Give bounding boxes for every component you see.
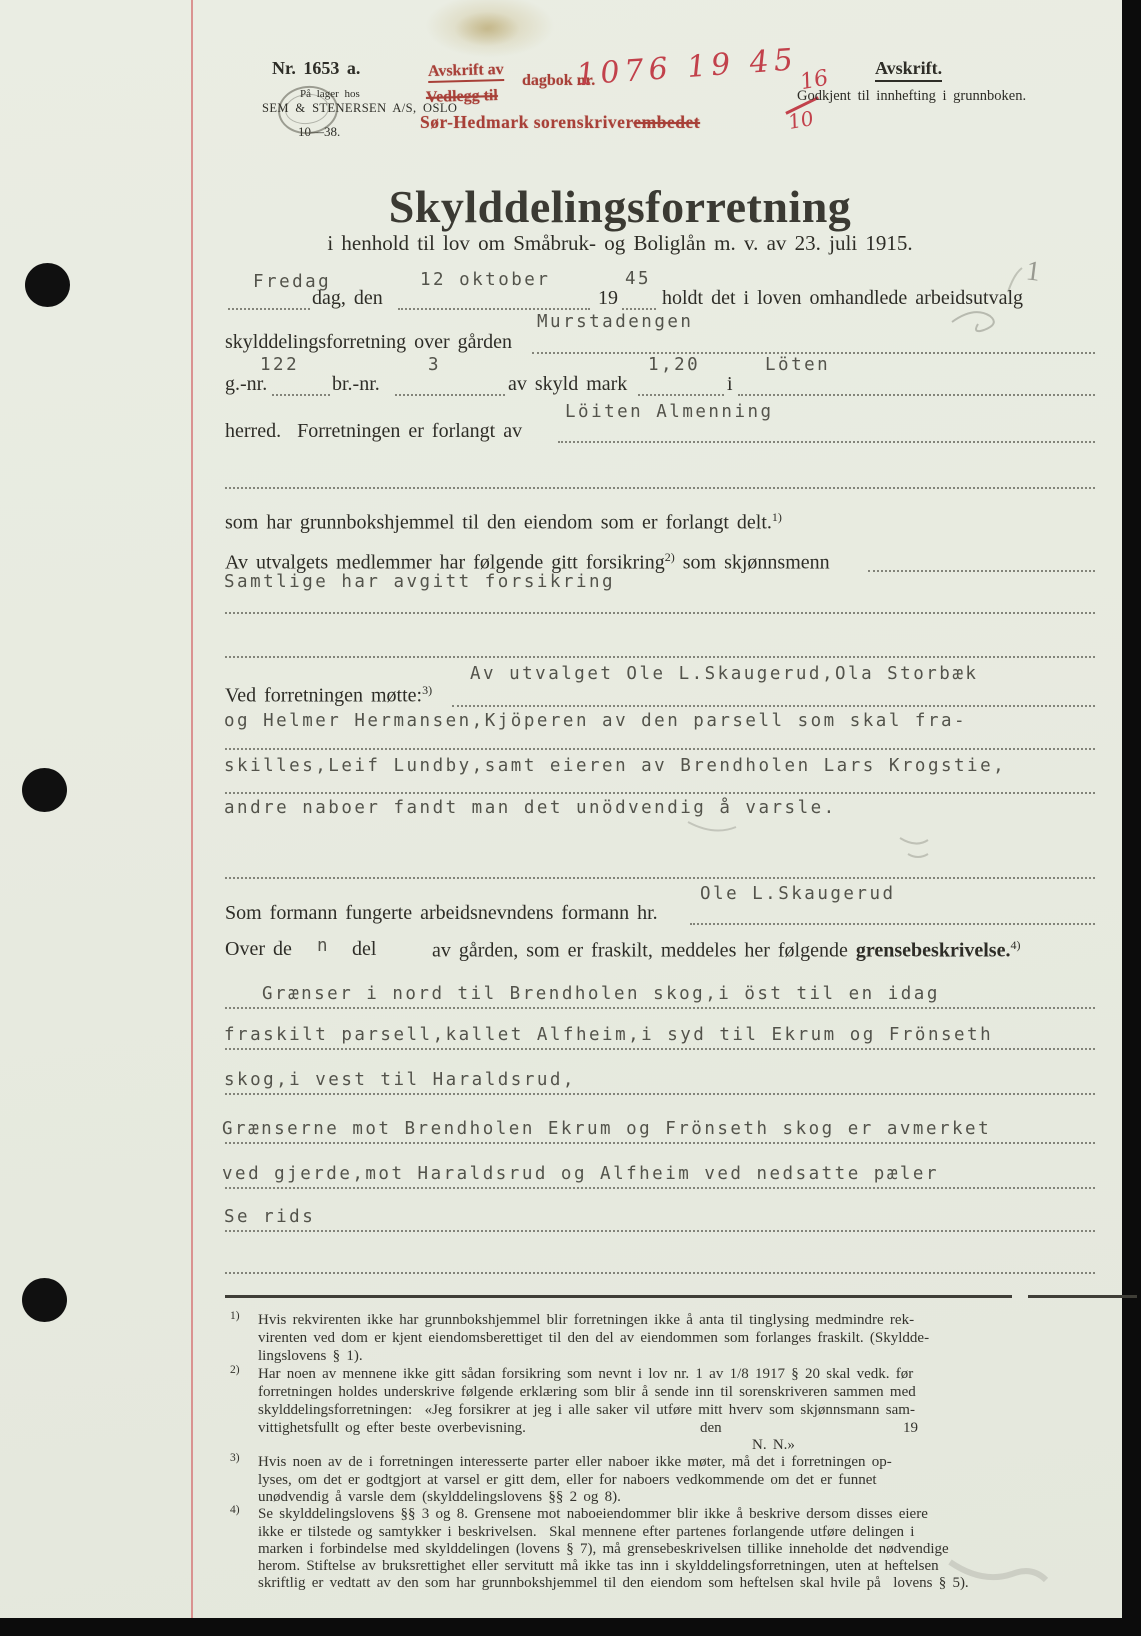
- dotted-line: [225, 748, 1095, 750]
- footnote-2-line-2: forretningen holdes underskrive følgende erklæring som blir å sende inn til sorenskriveren sammen med: [258, 1384, 916, 1400]
- scan-edge-right: [1122, 0, 1141, 1636]
- typed-farm-name: Murstadengen: [537, 312, 694, 332]
- scan-edge-bottom: [0, 1618, 1141, 1636]
- stamp-office-name: [420, 112, 700, 133]
- forsikring-text: [225, 550, 830, 575]
- footnote-2-line-1: Har noen av mennene ikke gitt sådan forsikring som nevnt i lov nr. 1 av 1/8 1917 § 20 skal vedk. før: [258, 1366, 914, 1382]
- copy-title: Avskrift.: [875, 58, 942, 82]
- document-title: Skylddelingsforretning: [388, 181, 852, 232]
- dotted-line: [225, 1007, 1095, 1009]
- dotted-line: [558, 441, 1095, 443]
- date-line-prefix: dag, den: [312, 287, 383, 309]
- typed-boundary-4: Grænserne mot Brendholen Ekrum og Frönseth skog er avmerket: [222, 1119, 992, 1139]
- footnote-ref-2: 2): [664, 550, 675, 564]
- footnote-3-line-1: Hvis noen av de i forretningen interesserte parter eller naboer ikke møter, må det i forretningen op-: [258, 1454, 892, 1470]
- footnote-4-line-1: Se skylddelingslovens §§ 3 og 8. Grensene mot naboeiendommer blir ikke å beskrive dersom disses eiere: [258, 1506, 928, 1522]
- forsikring-text-a: Av utvalgets medlemmer har følgende gitt forsikring: [225, 551, 665, 574]
- footnote-3-marker: 3): [230, 1452, 240, 1464]
- stamp-office-name-struck: embedet: [633, 112, 701, 132]
- farm-line-label: skylddelingsforretning over gården: [225, 331, 513, 353]
- footnote-2-marker: 2): [230, 1364, 240, 1376]
- printer-date-code: 10—38.: [298, 124, 341, 139]
- stamp-dagbok-label: dagbok nr.: [522, 72, 596, 89]
- dotted-line: [398, 308, 590, 310]
- stamp-avskrift-av: Avskrift av: [428, 61, 504, 83]
- footnote-2-den-label: den: [700, 1420, 722, 1436]
- dotted-line: [690, 923, 1095, 925]
- requisitioner-label: herred. Forretningen er forlangt av: [225, 420, 523, 442]
- footnote-4-line-3: marken i forbindelse med skylddelingen (lovens § 7), må grensebeskrivelsen tillike inneholde det nødvendige: [258, 1541, 949, 1557]
- dotted-line: [228, 308, 310, 310]
- forsikring-text-b: som skjønnsmenn: [674, 551, 830, 574]
- footnote-ref-4: 4): [1010, 938, 1021, 952]
- paper-stain-dark: [455, 12, 519, 46]
- typed-skyld-mark: 1,20: [648, 355, 701, 375]
- dotted-line: [225, 487, 1095, 489]
- printer-name-line: SEM & STENERSEN A/S, OSLO: [262, 101, 458, 115]
- skyld-label: av skyld mark: [508, 373, 628, 395]
- typed-date: 12 oktober: [420, 270, 551, 290]
- punch-hole-bottom: [22, 1278, 67, 1322]
- footnote-4-marker: 4): [230, 1504, 240, 1516]
- boundary-intro-c-text: av gården, som er fraskilt, meddeles her følgende: [432, 939, 848, 962]
- hjemmel-text: [225, 510, 782, 535]
- punch-hole-middle: [22, 768, 67, 812]
- printer-stock-line: På lager hos: [300, 88, 360, 100]
- footnote-2-line-3: skylddelingsforretningen: «Jeg forsikrer at jeg i alle saker vil utføre mitt hverv som skjønnsmann sam-: [258, 1402, 915, 1418]
- dotted-line: [452, 705, 1095, 707]
- document-subtitle: i henhold til lov om Småbruk- og Boliglån m. v. av 23. juli 1915.: [327, 231, 913, 255]
- dotted-line: [272, 394, 330, 396]
- typed-attendees-2: og Helmer Hermansen,Kjöperen av den parsell som skal fra-: [224, 711, 968, 731]
- typed-year: 45: [625, 269, 652, 289]
- handwritten-journal-number: 1076 19 45: [574, 42, 800, 93]
- dotted-line: [225, 1093, 1095, 1095]
- typed-attendees-1: Av utvalget Ole L.Skaugerud,Ola Storbæk: [470, 664, 979, 684]
- footnote-3-line-2: lyses, om det er godtgjort at varsel er gitt dem, eller for naboers vedkommende om det er funnet: [258, 1472, 877, 1488]
- attendees-label-text: Ved forretningen møtte:: [225, 684, 423, 707]
- dotted-line: [225, 1142, 1095, 1144]
- dotted-line: [868, 570, 1095, 572]
- footnote-1-marker: 1): [230, 1310, 240, 1322]
- gnr-label: g.-nr.: [225, 373, 268, 395]
- typed-boundary-1: Grænser i nord til Brendholen skog,i öst til en idag: [262, 984, 940, 1004]
- brnr-label: br.-nr.: [332, 373, 380, 395]
- date-line-suffix: holdt det i loven omhandlede arbeidsutvalg: [662, 287, 1024, 309]
- typed-gnr: 122: [260, 355, 300, 375]
- boundary-intro-b: del: [352, 938, 377, 960]
- footnote-1-line-1: Hvis rekvirenten ikke har grunnbokshjemmel blir forretningen ikke å anta til tinglysing medmindre rek-: [258, 1312, 915, 1328]
- stamp-office-name-text: Sør-Hedmark sorenskriver: [420, 112, 634, 132]
- form-number: Nr. 1653 a.: [272, 58, 361, 78]
- typed-district: Löten: [765, 355, 831, 375]
- footnote-ref-3: 3): [422, 683, 433, 697]
- boundary-intro-c: [432, 938, 1020, 963]
- margin-rule: [191, 0, 193, 1618]
- footnote-2-line-4: vittighetsfullt og efter beste overbevisning.: [258, 1420, 526, 1436]
- handwritten-date-fraction-denominator: 10: [787, 105, 814, 135]
- year-prefix: 19: [598, 287, 618, 309]
- stamp-vedlegg-til: Vedlegg til: [425, 87, 499, 106]
- boundary-intro-a: Over de: [225, 938, 292, 960]
- attendees-label: [225, 683, 432, 708]
- typed-attendees-3: skilles,Leif Lundby,samt eieren av Brendholen Lars Krogstie,: [224, 756, 1007, 776]
- typed-boundary-2: fraskilt parsell,kallet Alfheim,i syd til Ekrum og Frönseth: [224, 1025, 994, 1045]
- footnote-4-line-4: herom. Stiftelse av bruksrettighet eller servitutt må ikke tas inn i skylddelingsforretningen, uten at heftelsen: [258, 1558, 939, 1574]
- dotted-line: [225, 1187, 1095, 1189]
- dotted-line: [395, 394, 505, 396]
- punch-hole-top: [25, 263, 70, 307]
- hjemmel-text-body: som har grunnbokshjemmel til den eiendom som er forlangt delt.: [225, 511, 772, 534]
- dotted-line: [738, 394, 1095, 396]
- footnote-2-year-label: 19: [903, 1420, 918, 1436]
- boundary-intro-bold: grensebeskrivelse.: [855, 939, 1011, 962]
- footnote-separator-long: [225, 1295, 1012, 1298]
- typed-brnr: 3: [428, 355, 442, 375]
- footnote-4-line-2: ikke er tilstede og samtykker i beskrivelsen. Skal mennene efter partenes forlangende utføre delingen i: [258, 1524, 915, 1540]
- footnote-4-line-5: skriftlig er vedtatt av den som har grunnbokshjemmel til den eiendom som heftelsen skal hvile på lovens § 5).: [258, 1575, 969, 1591]
- dotted-line: [225, 1272, 1095, 1274]
- copy-subtitle: Godkjent til innhefting i grunnboken.: [797, 88, 1027, 104]
- dotted-line: [638, 394, 724, 396]
- footnote-1-line-2: virenten ved dom er kjent eiendomsberettiget til den del av eiendommen som forlanges fraskilt. (Skyldde-: [258, 1330, 930, 1346]
- dotted-line: [225, 656, 1095, 658]
- dotted-line: [225, 877, 1095, 879]
- chairman-label: Som formann fungerte arbeidsnevndens formann hr.: [225, 902, 658, 924]
- typed-boundary-3: skog,i vest til Haraldsrud,: [224, 1070, 576, 1090]
- typed-boundary-5: ved gjerde,mot Haraldsrud og Alfheim ved nedsatte pæler: [222, 1164, 939, 1184]
- typed-n: n: [317, 936, 331, 956]
- dotted-line: [225, 1230, 1095, 1232]
- dotted-line: [622, 308, 656, 310]
- dotted-line: [225, 612, 1095, 614]
- in-label: i: [727, 373, 733, 395]
- typed-boundary-6: Se rids: [224, 1207, 316, 1227]
- dotted-line: [532, 352, 1095, 354]
- footnote-2-signature: N. N.»: [752, 1437, 795, 1453]
- typed-attendees-4: andre naboer fandt man det unödvendig å varsle.: [224, 798, 837, 818]
- dotted-line: [225, 792, 1095, 794]
- footnote-1-line-3: lingslovens § 1).: [258, 1348, 363, 1364]
- handwritten-date-fraction-numerator: 16: [799, 65, 829, 96]
- footnote-ref-1: 1): [771, 510, 782, 524]
- typed-chairman: Ole L.Skaugerud: [700, 884, 896, 904]
- typed-weekday: Fredag: [253, 272, 332, 292]
- pencil-mark: 1: [1024, 255, 1042, 288]
- typed-forsikring-answer: Samtlige har avgitt forsikring: [224, 572, 616, 592]
- footnote-separator-short: [1028, 1295, 1137, 1298]
- typed-requisitioner: Löiten Almenning: [565, 402, 774, 422]
- dotted-line: [225, 1048, 1095, 1050]
- footnote-3-line-3: unødvendig å varsle dem (skylddelingslovens §§ 2 og 8).: [258, 1489, 621, 1505]
